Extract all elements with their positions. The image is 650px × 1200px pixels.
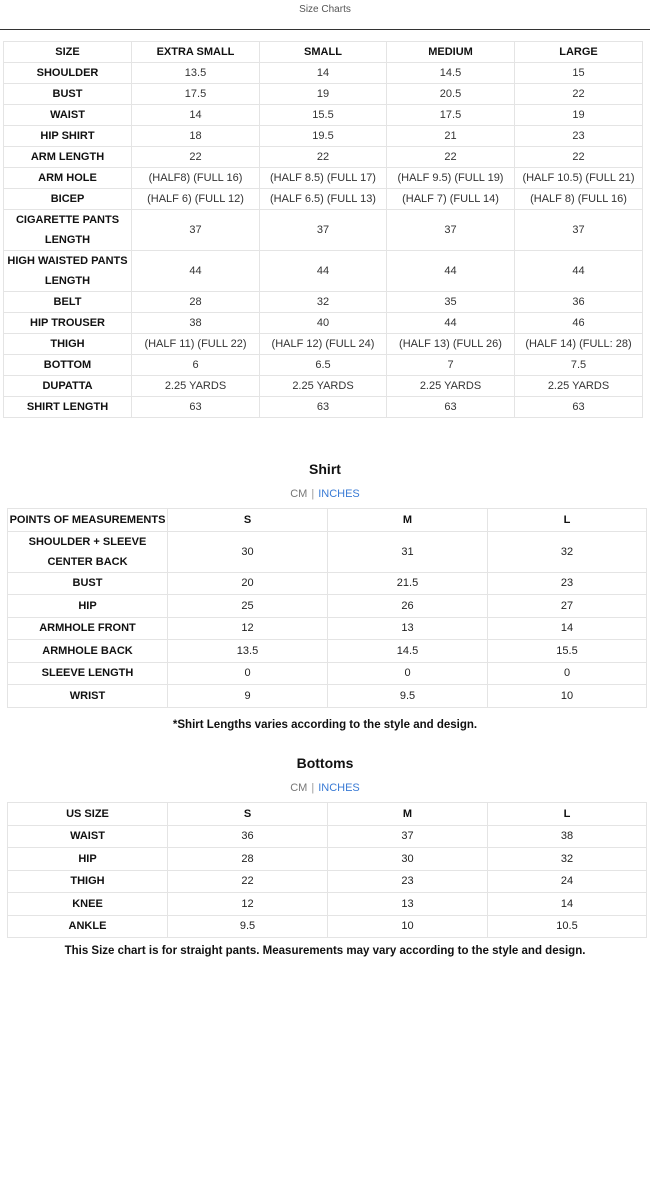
table-cell: 36	[168, 825, 328, 848]
table-cell: 9.5	[168, 915, 328, 938]
table-cell: 23	[515, 126, 643, 147]
shirt-note: *Shirt Lengths varies according to the style and design.	[172, 719, 478, 731]
table-cell: 32	[260, 292, 387, 313]
table-cell: 7.5	[515, 355, 643, 376]
table-row	[8, 572, 647, 595]
table-cell: 0	[488, 662, 647, 685]
table-row	[4, 189, 643, 210]
table-row	[4, 397, 643, 418]
table-cell: 13.5	[168, 640, 328, 663]
row-label: SHOULDER + SLEEVE CENTER BACK	[8, 531, 168, 572]
table-cell: (HALF 10.5) (FULL 21)	[515, 168, 643, 189]
table-cell: (HALF 7) (FULL 14)	[387, 189, 515, 210]
table-cell: 24	[488, 870, 647, 893]
table-cell: 28	[132, 292, 260, 313]
table-row	[4, 210, 643, 251]
row-label: BICEP	[4, 189, 132, 210]
shirt-section-title: Shirt	[309, 461, 341, 477]
row-label: WRIST	[8, 685, 168, 708]
size-chart-table	[3, 41, 643, 418]
row-label: BUST	[4, 84, 132, 105]
table-cell: 37	[328, 825, 488, 848]
column-header: M	[328, 509, 488, 532]
row-label: ANKLE	[8, 915, 168, 938]
table-cell: 12	[168, 893, 328, 916]
table-row	[4, 105, 643, 126]
table-row	[4, 376, 643, 397]
row-label: HIP SHIRT	[4, 126, 132, 147]
bottoms-measurements-table	[7, 802, 647, 938]
table-cell: 18	[132, 126, 260, 147]
row-label: BUST	[8, 572, 168, 595]
table-cell: 30	[328, 848, 488, 871]
shirt-unit-cm[interactable]: CM	[290, 488, 308, 500]
table-cell: (HALF8) (FULL 16)	[132, 168, 260, 189]
row-label: SLEEVE LENGTH	[8, 662, 168, 685]
table-cell: 14	[488, 893, 647, 916]
table-cell: (HALF 6) (FULL 12)	[132, 189, 260, 210]
table-cell: 32	[488, 531, 647, 572]
table-row	[4, 63, 643, 84]
row-label: DUPATTA	[4, 376, 132, 397]
table-cell: 46	[515, 313, 643, 334]
column-header: M	[328, 803, 488, 826]
table-cell: (HALF 6.5) (FULL 13)	[260, 189, 387, 210]
table-row	[4, 251, 643, 292]
table-cell: 30	[168, 531, 328, 572]
table-cell: 20	[168, 572, 328, 595]
table-row	[4, 126, 643, 147]
table-cell: 28	[168, 848, 328, 871]
table-row	[4, 292, 643, 313]
table-cell: 37	[132, 210, 260, 251]
row-label: HIP	[8, 595, 168, 618]
table-cell: (HALF 8.5) (FULL 17)	[260, 168, 387, 189]
table-cell: 14	[488, 617, 647, 640]
row-label: HIGH WAISTED PANTS LENGTH	[4, 251, 132, 292]
table-cell: (HALF 13) (FULL 26)	[387, 334, 515, 355]
row-label: ARM HOLE	[4, 168, 132, 189]
table-cell: 13.5	[132, 63, 260, 84]
row-label: THIGH	[4, 334, 132, 355]
table-cell: 32	[488, 848, 647, 871]
table-cell: 0	[168, 662, 328, 685]
table-cell: 14.5	[387, 63, 515, 84]
table-cell: 10	[488, 685, 647, 708]
table-cell: 23	[488, 572, 647, 595]
table-cell: 37	[260, 210, 387, 251]
table-row	[8, 848, 647, 871]
shirt-unit-toggle	[0, 488, 650, 500]
shirt-measurements-table	[7, 508, 647, 708]
table-cell: 23	[328, 870, 488, 893]
table-cell: 19	[260, 84, 387, 105]
row-label: WAIST	[8, 825, 168, 848]
bottoms-section-title: Bottoms	[296, 755, 354, 771]
table-cell: (HALF 8) (FULL 16)	[515, 189, 643, 210]
table-cell: 17.5	[132, 84, 260, 105]
table-cell: 63	[387, 397, 515, 418]
size-chart-header-row	[4, 42, 643, 63]
column-header: MEDIUM	[387, 42, 515, 63]
table-cell: 27	[488, 595, 647, 618]
table-cell: 22	[132, 147, 260, 168]
table-cell: 6	[132, 355, 260, 376]
table-cell: 15.5	[488, 640, 647, 663]
table-cell: 63	[515, 397, 643, 418]
column-header: SIZE	[4, 42, 132, 63]
bottoms-unit-toggle	[0, 782, 650, 794]
row-label: HIP	[8, 848, 168, 871]
table-cell: 17.5	[387, 105, 515, 126]
table-cell: 7	[387, 355, 515, 376]
bottoms-note: This Size chart is for straight pants. Measurements may vary according to the style and design.	[64, 945, 586, 957]
table-cell: (HALF 14) (FULL: 28)	[515, 334, 643, 355]
unit-separator: |	[311, 782, 315, 794]
row-label: KNEE	[8, 893, 168, 916]
column-header: S	[168, 509, 328, 532]
table-cell: 9	[168, 685, 328, 708]
table-cell: 10	[328, 915, 488, 938]
column-header: S	[168, 803, 328, 826]
table-row	[8, 640, 647, 663]
table-cell: 12	[168, 617, 328, 640]
table-cell: 13	[328, 617, 488, 640]
table-row	[8, 870, 647, 893]
table-row	[8, 915, 647, 938]
table-cell: 21	[387, 126, 515, 147]
table-row	[4, 355, 643, 376]
bottoms-header-row	[8, 803, 647, 826]
column-header: L	[488, 509, 647, 532]
row-label: THIGH	[8, 870, 168, 893]
row-label: SHOULDER	[4, 63, 132, 84]
table-cell: 44	[515, 251, 643, 292]
table-cell: 31	[328, 531, 488, 572]
table-row	[8, 662, 647, 685]
shirt-unit-inches[interactable]: INCHES	[318, 488, 360, 500]
table-cell: 44	[387, 313, 515, 334]
table-cell: 22	[515, 84, 643, 105]
table-row	[8, 825, 647, 848]
table-cell: 44	[260, 251, 387, 292]
column-header: POINTS OF MEASUREMENTS	[8, 509, 168, 532]
table-cell: 37	[515, 210, 643, 251]
table-cell: 9.5	[328, 685, 488, 708]
table-cell: 13	[328, 893, 488, 916]
table-cell: 2.25 YARDS	[387, 376, 515, 397]
shirt-header-row	[8, 509, 647, 532]
row-label: ARMHOLE BACK	[8, 640, 168, 663]
table-row	[8, 595, 647, 618]
table-cell: 44	[387, 251, 515, 292]
table-cell: 44	[132, 251, 260, 292]
table-row	[4, 147, 643, 168]
table-row	[8, 685, 647, 708]
table-cell: (HALF 11) (FULL 22)	[132, 334, 260, 355]
table-row	[4, 334, 643, 355]
table-cell: 40	[260, 313, 387, 334]
table-cell: 26	[328, 595, 488, 618]
table-cell: 0	[328, 662, 488, 685]
bottoms-unit-cm[interactable]: CM	[290, 782, 308, 794]
table-cell: 38	[132, 313, 260, 334]
table-cell: 14	[132, 105, 260, 126]
table-cell: 19	[515, 105, 643, 126]
table-cell: 37	[387, 210, 515, 251]
table-cell: 15	[515, 63, 643, 84]
page-title: Size Charts	[299, 4, 351, 15]
row-label: ARMHOLE FRONT	[8, 617, 168, 640]
column-header: SMALL	[260, 42, 387, 63]
table-cell: 22	[260, 147, 387, 168]
table-cell: 25	[168, 595, 328, 618]
table-cell: 63	[132, 397, 260, 418]
table-cell: 21.5	[328, 572, 488, 595]
table-cell: 19.5	[260, 126, 387, 147]
table-cell: (HALF 12) (FULL 24)	[260, 334, 387, 355]
table-cell: 15.5	[260, 105, 387, 126]
table-cell: 36	[515, 292, 643, 313]
table-cell: 14	[260, 63, 387, 84]
table-cell: 22	[515, 147, 643, 168]
table-row	[8, 893, 647, 916]
table-cell: 38	[488, 825, 647, 848]
table-cell: 35	[387, 292, 515, 313]
table-row	[4, 84, 643, 105]
table-cell: 2.25 YARDS	[260, 376, 387, 397]
table-cell: (HALF 9.5) (FULL 19)	[387, 168, 515, 189]
table-cell: 10.5	[488, 915, 647, 938]
row-label: WAIST	[4, 105, 132, 126]
bottoms-unit-inches[interactable]: INCHES	[318, 782, 360, 794]
column-header: LARGE	[515, 42, 643, 63]
table-cell: 14.5	[328, 640, 488, 663]
row-label: BELT	[4, 292, 132, 313]
table-cell: 20.5	[387, 84, 515, 105]
row-label: HIP TROUSER	[4, 313, 132, 334]
table-cell: 2.25 YARDS	[515, 376, 643, 397]
table-cell: 22	[387, 147, 515, 168]
table-row	[8, 531, 647, 572]
header-bar	[0, 0, 650, 30]
row-label: CIGARETTE PANTS LENGTH	[4, 210, 132, 251]
table-row	[4, 313, 643, 334]
column-header: US SIZE	[8, 803, 168, 826]
table-cell: 22	[168, 870, 328, 893]
row-label: SHIRT LENGTH	[4, 397, 132, 418]
row-label: BOTTOM	[4, 355, 132, 376]
column-header: EXTRA SMALL	[132, 42, 260, 63]
row-label: ARM LENGTH	[4, 147, 132, 168]
table-cell: 2.25 YARDS	[132, 376, 260, 397]
table-cell: 63	[260, 397, 387, 418]
unit-separator: |	[311, 488, 315, 500]
table-row	[4, 168, 643, 189]
table-cell: 6.5	[260, 355, 387, 376]
table-row	[8, 617, 647, 640]
column-header: L	[488, 803, 647, 826]
